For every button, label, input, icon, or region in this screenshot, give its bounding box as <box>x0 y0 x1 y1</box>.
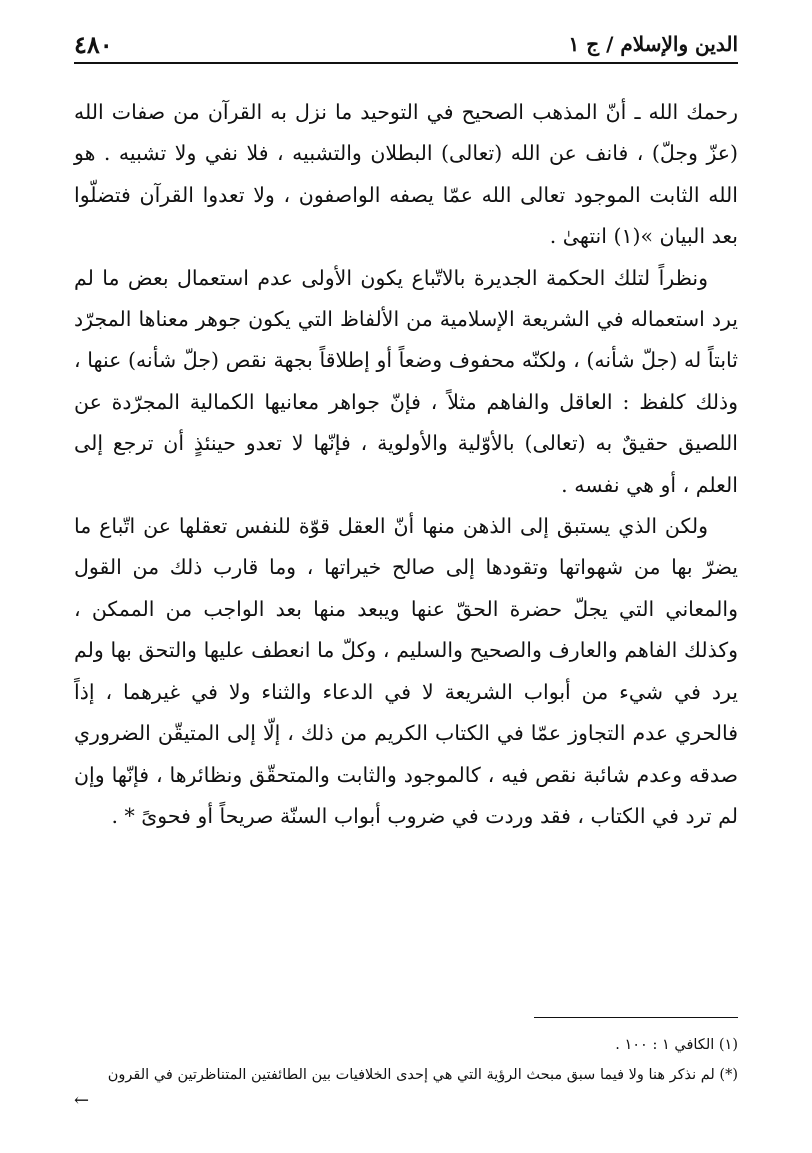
main-text <box>74 92 738 837</box>
page-number: ٤٨٠ <box>74 29 113 59</box>
page-header <box>74 26 738 64</box>
footnote-divider <box>534 1017 738 1018</box>
footnote: (١) الكافي ١ : ١٠٠ . <box>615 1037 738 1053</box>
paragraph: ونظراً لتلك الحكمة الجديرة بالاتّباع يكون الأولى عدم استعمال بعض ما لم يرد استعماله في الشريعة الإسلامية من الألفاظ التي يكون جوهر معناها المجرّد ثابتاً له (جلّ شأنه) ، ولكنّه محفوف وضعاً أو إطلاقاً بجهة نقص (جلّ شأنه) عنها ، وذلك كلفظ : العاقل والفاهم مثلاً ، فإنّ جواهر معانيها الكمالية المجرّدة عن اللصيق حقيقٌ به (تعالى) بالأوّلية والأولوية ، فإنّها لا تعدو حينئذٍ أن ترجع إلى العلم ، أو هي نفسه . <box>74 265 738 497</box>
footnotes <box>74 1030 738 1112</box>
footnote: (*) لم نذكر هنا ولا فيما سبق مبحث الرؤية التي هي إحدى الخلافيات بين الطائفتين المتناظرتين في القرون <box>107 1067 738 1083</box>
paragraph: رحمك الله ـ أنّ المذهب الصحيح في التوحيد ما نزل به القرآن من صفات الله (عزّ وجلّ) ، فانف عن الله (تعالى) البطلان والتشبيه ، فلا نفي ولا تشبيه . هو الله الثابت الموجود تعالى الله عمّا يصفه الواصفون ، ولا تعدوا القرآن فتضلّوا بعد البيان »(١) انتهىٰ . <box>74 100 738 249</box>
continuation-arrow-icon: ← <box>74 1090 90 1111</box>
paragraph: ولكن الذي يستبق إلى الذهن منها أنّ العقل قوّة للنفس تعقلها عن اتّباع ما يضرّ بها من شهواتها وتقودها إلى صالح خيراتها ، وما قارب ذلك من القول والمعاني التي يجلّ حضرة الحقّ عنها ويبعد منها بعد الواجب من الممكن ، وكذلك الفاهم والعارف والصحيح والسليم ، وكلّ ما انعطف عليها والتحق بها ولم يرد في شيء من أبواب الشريعة لا في الدعاء والثناء ولا في غيرهما ، إذاً فالحري عدم التجاوز عمّا في الكتاب الكريم من ذلك ، إلّا إلى المتيقّن الضروري صدقه وعدم شائبة نقص فيه ، كالموجود والثابت والمتحقّق ونظائرها ، فإنّها وإن لم ترد في الكتاب ، فقد وردت في ضروب أبواب السنّة صريحاً أو فحوىً * . <box>74 514 738 828</box>
running-title: الدين والإسلام / ج ١ <box>568 32 738 56</box>
